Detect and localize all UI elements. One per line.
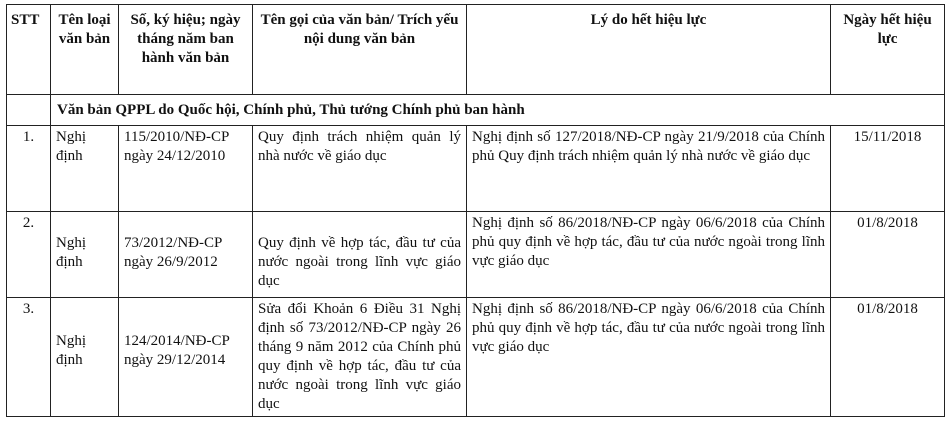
row-code: 115/2010/NĐ-CP ngày 24/12/2010: [119, 126, 253, 212]
table-row: [7, 298, 945, 417]
row-type: Nghị định: [51, 298, 119, 417]
header-name: Tên gọi của văn bản/ Trích yếu nội dung văn bản: [253, 5, 467, 95]
row-reason: Nghị định số 127/2018/NĐ-CP ngày 21/9/2018 của Chính phủ Quy định trách nhiệm quản lý nhà nước về giáo dục: [467, 126, 831, 212]
header-code: Số, ký hiệu; ngày tháng năm ban hành văn bản: [119, 5, 253, 95]
row-name: Quy định trách nhiệm quản lý nhà nước về giáo dục: [253, 126, 467, 212]
row-date: 15/11/2018: [831, 126, 945, 212]
section-row: [7, 95, 945, 126]
row-reason: Nghị định số 86/2018/NĐ-CP ngày 06/6/2018 của Chính phủ quy định về hợp tác, đầu tư của nước ngoài trong lĩnh vực giáo dục: [467, 298, 831, 417]
section-title: Văn bản QPPL do Quốc hội, Chính phủ, Thủ tướng Chính phủ ban hành: [51, 95, 945, 126]
section-stt-cell: [7, 95, 51, 126]
row-date: 01/8/2018: [831, 298, 945, 417]
header-stt: STT: [7, 5, 51, 95]
row-code: 124/2014/NĐ-CP ngày 29/12/2014: [119, 298, 253, 417]
row-date: 01/8/2018: [831, 212, 945, 298]
header-type: Tên loại văn bản: [51, 5, 119, 95]
row-stt: 1.: [7, 126, 51, 212]
row-name: Quy định về hợp tác, đầu tư của nước ngoài trong lĩnh vực giáo dục: [253, 212, 467, 298]
row-name: Sửa đổi Khoản 6 Điều 31 Nghị định số 73/2012/NĐ-CP ngày 26 tháng 9 năm 2012 của Chính phủ quy định về hợp tác, đầu tư của nước ngoài trong lĩnh vực giáo dục: [253, 298, 467, 417]
table-row: [7, 126, 945, 212]
row-code: 73/2012/NĐ-CP ngày 26/9/2012: [119, 212, 253, 298]
table-header-row: [7, 5, 945, 95]
row-type: Nghị định: [51, 212, 119, 298]
table-row: [7, 212, 945, 298]
header-date: Ngày hết hiệu lực: [831, 5, 945, 95]
expired-documents-table: [6, 4, 945, 417]
row-type: Nghị định: [51, 126, 119, 212]
row-stt: 2.: [7, 212, 51, 298]
row-reason: Nghị định số 86/2018/NĐ-CP ngày 06/6/2018 của Chính phủ quy định về hợp tác, đầu tư của nước ngoài trong lĩnh vực giáo dục: [467, 212, 831, 298]
header-reason: Lý do hết hiệu lực: [467, 5, 831, 95]
row-stt: 3.: [7, 298, 51, 417]
